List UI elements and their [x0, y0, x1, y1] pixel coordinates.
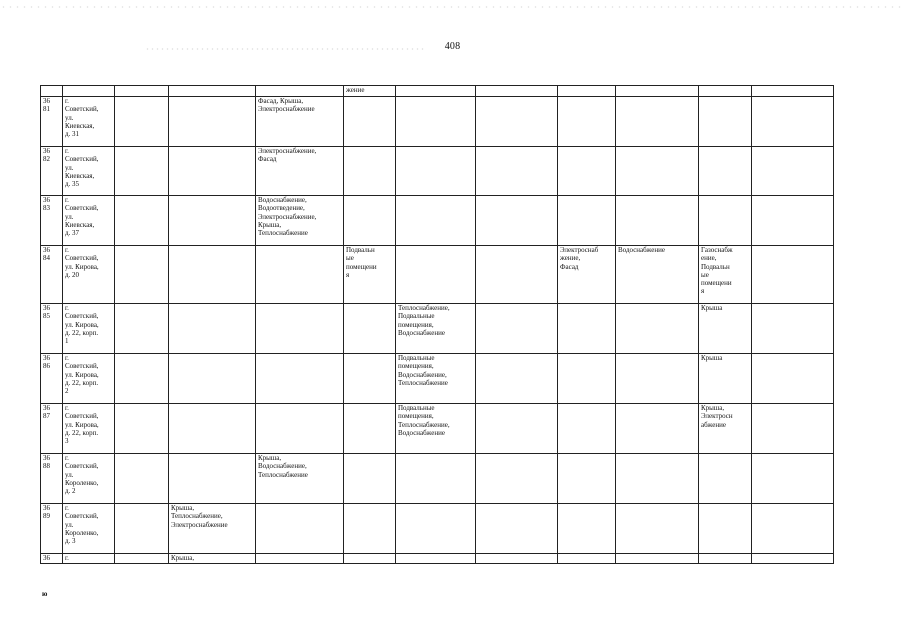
- cell-line: я: [701, 287, 705, 296]
- cell-line: помещения,: [398, 320, 434, 329]
- cell-line: Водоснабжение: [618, 246, 666, 254]
- cell-line: 83: [43, 204, 50, 213]
- work-cell-4: [169, 354, 256, 404]
- work-cell-3: [115, 554, 169, 564]
- row-number-cell: [41, 196, 63, 246]
- cell-line: 36: [43, 147, 50, 155]
- cell-line: д. 31: [65, 130, 80, 138]
- work-cell-7: [396, 304, 476, 354]
- cell-line: 36: [43, 246, 50, 254]
- cell-line: Киевская,: [65, 220, 95, 229]
- table-row: [41, 454, 834, 504]
- cell-line: Крыша,: [171, 554, 195, 562]
- cell-line: Водоснабжение,: [398, 370, 447, 379]
- cell-line: Водоснабжение,: [258, 196, 307, 204]
- cell-line: 89: [43, 512, 50, 521]
- row-number-cell: [41, 147, 63, 196]
- work-cell-11: [699, 354, 752, 404]
- cell-line: ул.: [65, 470, 74, 479]
- work-cell-9: [558, 246, 616, 304]
- work-cell-7: [396, 454, 476, 504]
- work-cell-7: [396, 554, 476, 564]
- cell-line: Советский,: [65, 512, 99, 521]
- work-cell-9: [558, 504, 616, 554]
- row-number-cell: [41, 246, 63, 304]
- work-cell-5: [256, 147, 344, 196]
- work-cell-4: [169, 504, 256, 554]
- cell-line: 36: [43, 504, 50, 512]
- work-cell-11: [699, 554, 752, 564]
- work-cell-11: [699, 504, 752, 554]
- work-cell-9: [558, 304, 616, 354]
- work-cell-8: [476, 246, 558, 304]
- cell-line: г.: [65, 404, 69, 412]
- work-cell-10: [616, 147, 699, 196]
- work-cell-12: [752, 97, 834, 147]
- cell-line: г.: [65, 147, 69, 155]
- work-cell-7: [396, 196, 476, 246]
- cell-line: ул.: [65, 163, 74, 172]
- cell-line: г.: [65, 304, 69, 312]
- work-cell-6: [344, 246, 396, 304]
- row-number-cell: [41, 504, 63, 554]
- work-cell-12: [752, 196, 834, 246]
- row-number-cell: [41, 97, 63, 147]
- cell-line: 36: [43, 354, 50, 362]
- cell-line: ул.: [65, 212, 74, 221]
- cell-line: г.: [65, 454, 69, 462]
- cell-line: д. 22, корп.: [65, 328, 99, 337]
- work-cell-10: [616, 97, 699, 147]
- row-number-cell: [41, 404, 63, 454]
- cell-line: Советский,: [65, 254, 99, 263]
- cell-line: Электроснаб: [560, 246, 599, 254]
- cell-line: г.: [65, 97, 69, 105]
- cell-line: Водоснабжение,: [258, 462, 307, 471]
- cell-line: 2: [65, 387, 69, 395]
- cell-line: помещения,: [398, 362, 434, 371]
- cell-line: Подвальные: [398, 312, 435, 321]
- work-cell-3: [115, 246, 169, 304]
- cell-line: Подвальные: [398, 354, 435, 362]
- cell-line: Фасад, Крыша,: [258, 97, 304, 105]
- work-cell-3: [115, 354, 169, 404]
- cell-line: Крыша,: [258, 220, 282, 229]
- cell-line: Теплоснабжение: [258, 229, 308, 237]
- continuation-cell: жение: [344, 86, 396, 97]
- work-cell-3: [115, 404, 169, 454]
- table-row: [41, 354, 834, 404]
- cell-line: ул. Кирова,: [65, 420, 99, 429]
- row-number-cell: [41, 454, 63, 504]
- cell-line: ые: [346, 254, 354, 263]
- work-cell-5: [256, 404, 344, 454]
- cell-line: Киевская,: [65, 121, 95, 130]
- work-cell-9: [558, 354, 616, 404]
- work-cell-11: [699, 454, 752, 504]
- work-cell-12: [752, 554, 834, 564]
- table-row: [41, 147, 834, 196]
- work-cell-6: [344, 554, 396, 564]
- cell-line: Киевская,: [65, 171, 95, 180]
- address-cell: [63, 196, 115, 246]
- cell-line: 86: [43, 362, 50, 371]
- work-cell-8: [476, 354, 558, 404]
- work-cell-7: [396, 147, 476, 196]
- work-cell-5: [256, 554, 344, 564]
- work-cell-8: [476, 504, 558, 554]
- cell-line: д. 3: [65, 537, 76, 545]
- work-cell-4: [169, 454, 256, 504]
- table-row: [41, 304, 834, 354]
- row-number-cell: [41, 554, 63, 564]
- cell-line: Теплоснабжение,: [171, 512, 223, 521]
- cell-line: жение,: [560, 254, 581, 263]
- cell-line: Крыша: [701, 304, 723, 312]
- work-cell-9: [558, 404, 616, 454]
- cell-line: 88: [43, 462, 50, 471]
- work-cell-12: [752, 404, 834, 454]
- table-row: [41, 504, 834, 554]
- work-cell-7: [396, 97, 476, 147]
- address-cell: [63, 147, 115, 196]
- cell-line: г.: [65, 354, 69, 362]
- cell-line: Водоотведение,: [258, 204, 305, 213]
- cell-line: Электроснабжение,: [258, 212, 317, 221]
- continuation-row: [41, 86, 834, 97]
- cell-line: помещения,: [398, 412, 434, 421]
- cell-line: 36: [43, 97, 50, 105]
- work-cell-10: [616, 196, 699, 246]
- cell-line: д. 37: [65, 229, 80, 237]
- work-cell-8: [476, 304, 558, 354]
- address-cell: [63, 454, 115, 504]
- work-cell-4: [169, 404, 256, 454]
- address-cell: [63, 97, 115, 147]
- work-cell-8: [476, 404, 558, 454]
- cell-line: ул.: [65, 520, 74, 529]
- cell-line: Электроснабжение: [171, 520, 228, 529]
- cell-line: г.: [65, 504, 69, 512]
- work-cell-6: [344, 404, 396, 454]
- cell-line: д. 35: [65, 180, 80, 188]
- cell-line: Подвальн: [346, 246, 375, 254]
- work-cell-11: [699, 196, 752, 246]
- work-cell-4: [169, 246, 256, 304]
- cell-line: Фасад: [258, 155, 277, 164]
- work-cell-4: [169, 304, 256, 354]
- cell-line: Теплоснабжение,: [398, 304, 450, 312]
- cell-line: Советский,: [65, 412, 99, 421]
- cell-line: Советский,: [65, 462, 99, 471]
- cell-line: Теплоснабжение: [258, 470, 308, 479]
- work-cell-12: [752, 147, 834, 196]
- cell-line: 87: [43, 412, 50, 421]
- work-cell-4: [169, 147, 256, 196]
- cell-line: Газоснабж: [701, 246, 733, 254]
- cell-line: ул.: [65, 113, 74, 122]
- work-cell-7: [396, 246, 476, 304]
- table-row: [41, 97, 834, 147]
- row-number-cell: [41, 354, 63, 404]
- cell-line: ые: [701, 270, 709, 279]
- cell-line: Фасад: [560, 262, 579, 271]
- work-cell-3: [115, 454, 169, 504]
- address-cell: [63, 354, 115, 404]
- work-cell-10: [616, 404, 699, 454]
- work-cell-12: [752, 504, 834, 554]
- cell-line: 81: [43, 105, 50, 114]
- cell-line: д. 20: [65, 270, 80, 279]
- work-cell-9: [558, 454, 616, 504]
- work-cell-7: [396, 354, 476, 404]
- work-cell-10: [616, 454, 699, 504]
- work-cell-5: [256, 504, 344, 554]
- work-cell-4: [169, 196, 256, 246]
- address-cell: [63, 504, 115, 554]
- work-cell-11: [699, 246, 752, 304]
- cell-line: я: [346, 270, 350, 279]
- table-row: [41, 196, 834, 246]
- work-cell-5: [256, 354, 344, 404]
- work-cell-10: [616, 304, 699, 354]
- work-cell-9: [558, 196, 616, 246]
- footer-mark: ю: [42, 590, 48, 598]
- work-cell-8: [476, 454, 558, 504]
- cell-line: Советский,: [65, 312, 99, 321]
- cell-line: д. 22, корп.: [65, 428, 99, 437]
- cell-line: Электросн: [701, 412, 733, 421]
- cell-line: Теплоснабжение: [398, 378, 448, 387]
- cell-line: Электроснабжение: [258, 105, 315, 114]
- cell-line: Теплоснабжение,: [398, 420, 450, 429]
- work-cell-11: [699, 97, 752, 147]
- cell-line: ул. Кирова,: [65, 262, 99, 271]
- cell-line: Короленко,: [65, 528, 99, 537]
- cell-line: ул. Кирова,: [65, 320, 99, 329]
- cell-line: Электроснабжение,: [258, 147, 317, 155]
- cell-line: 84: [43, 254, 50, 263]
- cell-line: Подвальные: [398, 404, 435, 412]
- work-cell-9: [558, 97, 616, 147]
- address-cell: [63, 246, 115, 304]
- work-cell-3: [115, 196, 169, 246]
- page-number: 408: [444, 41, 461, 52]
- cell-line: 36: [43, 404, 50, 412]
- work-cell-11: [699, 404, 752, 454]
- cell-line: помещени: [701, 279, 732, 287]
- work-cell-3: [115, 147, 169, 196]
- repair-register-table: [40, 85, 834, 564]
- cell-line: г.: [65, 554, 69, 562]
- cell-line: абжение: [701, 420, 726, 429]
- work-cell-6: [344, 97, 396, 147]
- cell-line: 36: [43, 554, 50, 562]
- cell-line: ение,: [701, 254, 717, 263]
- cell-line: д. 2: [65, 487, 76, 495]
- work-cell-6: [344, 504, 396, 554]
- scan-noise-top: [0, 0, 905, 14]
- work-cell-8: [476, 147, 558, 196]
- work-cell-11: [699, 147, 752, 196]
- cell-line: Советский,: [65, 105, 99, 114]
- cell-line: Короленко,: [65, 478, 99, 487]
- work-cell-4: [169, 97, 256, 147]
- cell-line: Советский,: [65, 362, 99, 371]
- work-cell-5: [256, 304, 344, 354]
- work-cell-8: [476, 196, 558, 246]
- work-cell-3: [115, 97, 169, 147]
- work-cell-9: [558, 554, 616, 564]
- cell-line: 36: [43, 454, 50, 462]
- work-cell-10: [616, 354, 699, 404]
- address-cell: [63, 404, 115, 454]
- work-cell-3: [115, 304, 169, 354]
- cell-line: Водоснабжение: [398, 428, 446, 437]
- cell-line: Крыша,: [701, 404, 725, 412]
- cell-line: 36: [43, 304, 50, 312]
- work-cell-5: [256, 454, 344, 504]
- work-cell-8: [476, 554, 558, 564]
- cell-line: ул. Кирова,: [65, 370, 99, 379]
- work-cell-6: [344, 196, 396, 246]
- table-row: [41, 246, 834, 304]
- work-cell-9: [558, 147, 616, 196]
- cell-line: 1: [65, 337, 69, 345]
- cell-line: Водоснабжение: [398, 328, 446, 337]
- work-cell-11: [699, 304, 752, 354]
- cell-line: 3: [65, 437, 69, 445]
- work-cell-6: [344, 147, 396, 196]
- row-number-cell: [41, 304, 63, 354]
- cell-line: 82: [43, 155, 50, 164]
- work-cell-6: [344, 354, 396, 404]
- cell-line: 85: [43, 312, 50, 321]
- work-cell-4: [169, 554, 256, 564]
- address-cell: [63, 304, 115, 354]
- work-cell-3: [115, 504, 169, 554]
- cell-line: 36: [43, 196, 50, 204]
- work-cell-6: [344, 304, 396, 354]
- work-cell-10: [616, 246, 699, 304]
- work-cell-6: [344, 454, 396, 504]
- work-cell-5: [256, 97, 344, 147]
- work-cell-8: [476, 97, 558, 147]
- work-cell-12: [752, 454, 834, 504]
- work-cell-7: [396, 504, 476, 554]
- cell-line: д. 22, корп.: [65, 378, 99, 387]
- work-cell-5: [256, 196, 344, 246]
- cell-line: г.: [65, 196, 69, 204]
- cell-line: помещени: [346, 262, 377, 271]
- cell-line: Подвальн: [701, 262, 730, 271]
- cell-line: Советский,: [65, 155, 99, 164]
- work-cell-7: [396, 404, 476, 454]
- cell-line: Крыша,: [171, 504, 195, 512]
- work-cell-10: [616, 504, 699, 554]
- cell-line: Крыша: [701, 354, 723, 362]
- work-cell-10: [616, 554, 699, 564]
- work-cell-12: [752, 304, 834, 354]
- table-row: [41, 554, 834, 564]
- work-cell-12: [752, 246, 834, 304]
- cell-line: Советский,: [65, 204, 99, 213]
- address-cell: [63, 554, 115, 564]
- cell-line: Крыша,: [258, 454, 282, 462]
- table-row: [41, 404, 834, 454]
- cell-line: г.: [65, 246, 69, 254]
- work-cell-5: [256, 246, 344, 304]
- work-cell-12: [752, 354, 834, 404]
